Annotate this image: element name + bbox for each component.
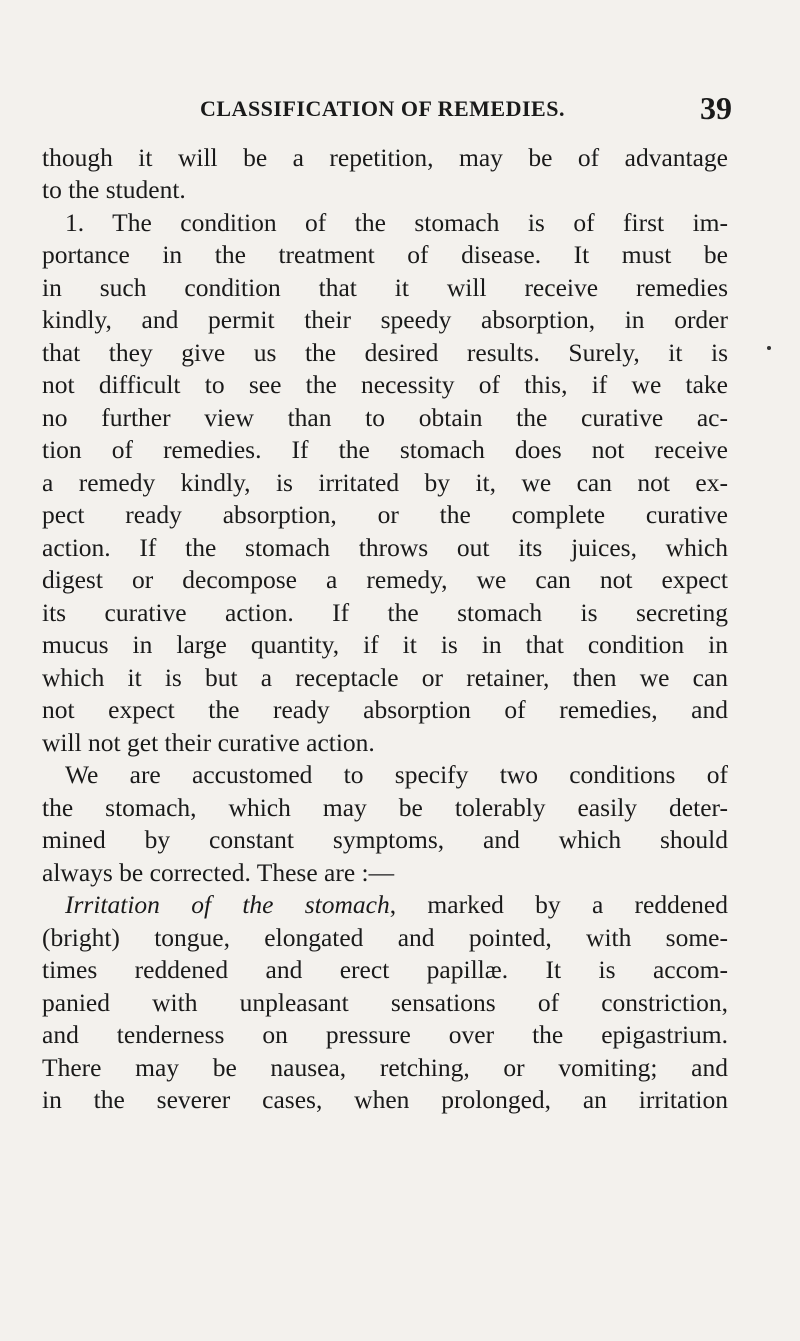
running-head: CLASSIFICATION OF REMEDIES.	[200, 96, 565, 121]
text-line: the stomach, which may be tolerably easily deter-	[42, 793, 728, 822]
text-line: digest or decompose a remedy, we can not expect	[42, 565, 728, 594]
text-line: its curative action. If the stomach is secreting	[42, 598, 728, 627]
page-number: 39	[700, 90, 732, 126]
text-line: and tenderness on pressure over the epigastrium.	[42, 1020, 728, 1049]
text-line: always be corrected. These are :—	[42, 858, 395, 887]
text-line: mined by constant symptoms, and which should	[42, 825, 728, 854]
ink-speck	[767, 346, 771, 350]
text-line: mucus in large quantity, if it is in that condition in	[42, 630, 728, 659]
text-line: 1. The condition of the stomach is of first im-	[65, 208, 728, 237]
text-line: in such condition that it will receive remedies	[42, 273, 728, 302]
text-line: We are accustomed to specify two conditions of	[65, 760, 728, 789]
text-line: not difficult to see the necessity of this, if we take	[42, 370, 728, 399]
text-line: though it will be a repetition, may be of advantage	[42, 143, 728, 172]
text-line: action. If the stomach throws out its juices, which	[42, 533, 728, 562]
text-line: panied with unpleasant sensations of constriction,	[42, 988, 728, 1017]
text-line: pect ready absorption, or the complete curative	[42, 500, 728, 529]
text-line: no further view than to obtain the curative ac-	[42, 403, 728, 432]
text-line: There may be nausea, retching, or vomiting; and	[42, 1053, 728, 1082]
text-line: which it is but a receptacle or retainer, then we can	[42, 663, 728, 692]
text-line: that they give us the desired results. Surely, it is	[42, 338, 728, 367]
text-line: kindly, and permit their speedy absorption, in order	[42, 305, 728, 334]
text-line: not expect the ready absorption of remedies, and	[42, 695, 728, 724]
text-line	[65, 889, 728, 921]
text-line: will not get their curative action.	[42, 728, 375, 757]
text-line: to the student.	[42, 175, 186, 204]
italic-heading: Irritation of the stomach	[65, 890, 390, 919]
text-line: (bright) tongue, elongated and pointed, with some-	[42, 923, 728, 952]
text-line: a remedy kindly, is irritated by it, we can not ex-	[42, 468, 728, 497]
text-line: tion of remedies. If the stomach does not receive	[42, 435, 728, 464]
text-line: in the severer cases, when prolonged, an irritation	[42, 1085, 728, 1114]
page-header	[200, 90, 732, 128]
text-line: times reddened and erect papillæ. It is accom-	[42, 955, 728, 984]
text-line: portance in the treatment of disease. It must be	[42, 240, 728, 269]
text-line-rest: , marked by a reddened	[389, 890, 728, 919]
